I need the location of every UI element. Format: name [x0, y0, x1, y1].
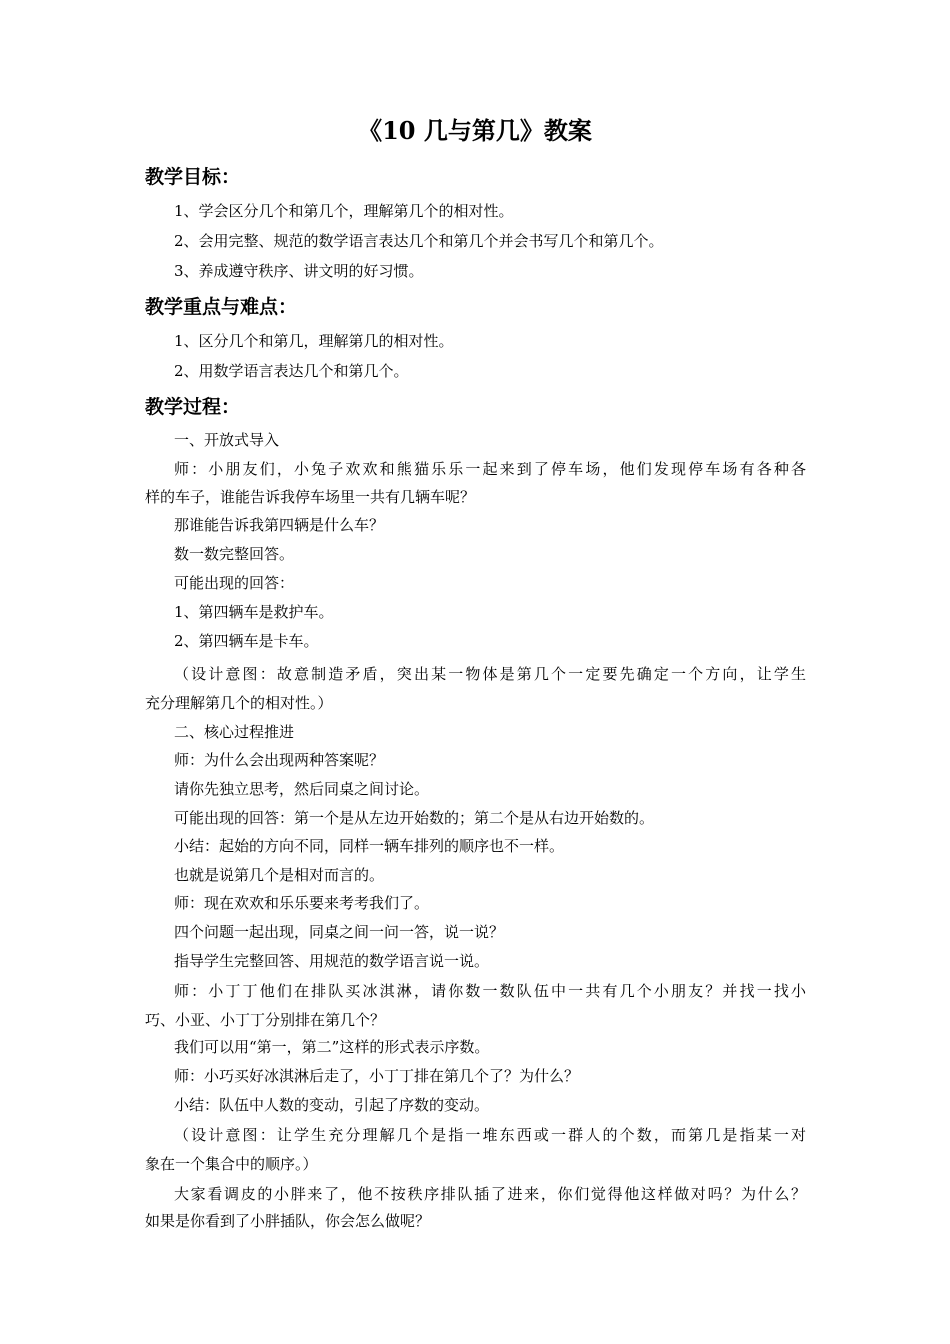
- process-paragraph-line: 可能出现的回答：第一个是从左边开始数的；第二个是从右边开始数的。: [174, 809, 655, 827]
- process-paragraph-line: 师：小丁丁他们在排队买冰淇淋，请你数一数队伍中一共有几个小朋友？并找一找小: [174, 982, 806, 1000]
- process-paragraph-line: 师：现在欢欢和乐乐要来考考我们了。: [174, 894, 430, 912]
- process-paragraph-line: 师：为什么会出现两种答案呢？: [174, 751, 385, 769]
- document-title: 《10 几与第几》教案: [358, 116, 592, 145]
- goal-item: 3、养成遵守秩序、讲文明的好习惯。: [174, 262, 424, 280]
- process-paragraph-line: 大家看调皮的小胖来了，他不按秩序排队插了进来，你们觉得他这样做对吗？为什么？: [174, 1185, 806, 1203]
- process-paragraph-line: 充分理解第几个的相对性。）: [145, 694, 333, 712]
- process-paragraph-line: 小结：起始的方向不同，同样一辆车排列的顺序也不一样。: [174, 837, 565, 855]
- process-paragraph-line: 1、第四辆车是救护车。: [174, 603, 334, 621]
- section-heading-goals: 教学目标：: [145, 166, 241, 188]
- focus-item: 1、区分几个和第几，理解第几的相对性。: [174, 332, 454, 350]
- process-paragraph-line: 一、开放式导入: [174, 431, 280, 449]
- section-heading-focus: 教学重点与难点：: [145, 296, 298, 318]
- process-paragraph-line: 2、第四辆车是卡车。: [174, 632, 319, 650]
- process-paragraph-line: 样的车子，谁能告诉我停车场里一共有几辆车呢？: [145, 488, 476, 506]
- process-paragraph-line: （设计意图：故意制造矛盾，突出某一物体是第几个一定要先确定一个方向，让学生: [174, 665, 806, 683]
- section-heading-process: 教学过程：: [145, 396, 241, 418]
- process-paragraph-line: 那谁能告诉我第四辆是什么车？: [174, 516, 385, 534]
- process-paragraph-line: 数一数完整回答。: [174, 545, 295, 563]
- process-paragraph-line: 请你先独立思考，然后同桌之间讨论。: [174, 780, 430, 798]
- process-paragraph-line: 指导学生完整回答、用规范的数学语言说一说。: [174, 952, 490, 970]
- process-paragraph-line: （设计意图：让学生充分理解几个是指一堆东西或一群人的个数，而第几是指某一对: [174, 1126, 806, 1144]
- process-paragraph-line: 四个问题一起出现，同桌之间一问一答，说一说？: [174, 923, 505, 941]
- process-paragraph-line: 小结：队伍中人数的变动，引起了序数的变动。: [174, 1096, 490, 1114]
- goal-item: 1、学会区分几个和第几个，理解第几个的相对性。: [174, 202, 514, 220]
- goal-item: 2、会用完整、规范的数学语言表达几个和第几个并会书写几个和第几个。: [174, 232, 664, 250]
- focus-item: 2、用数学语言表达几个和第几个。: [174, 362, 409, 380]
- process-paragraph-line: 二、核心过程推进: [174, 723, 295, 741]
- process-paragraph-line: 象在一个集合中的顺序。）: [145, 1155, 318, 1173]
- process-paragraph-line: 如果是你看到了小胖插队，你会怎么做呢？: [145, 1212, 431, 1230]
- process-paragraph-line: 也就是说第几个是相对而言的。: [174, 866, 385, 884]
- process-paragraph-line: 师：小朋友们，小兔子欢欢和熊猫乐乐一起来到了停车场，他们发现停车场有各种各: [174, 460, 806, 478]
- process-paragraph-line: 可能出现的回答：: [174, 574, 295, 592]
- process-paragraph-line: 师：小巧买好冰淇淋后走了，小丁丁排在第几个了？为什么？: [174, 1067, 580, 1085]
- process-paragraph-line: 我们可以用“第一，第二”这样的形式表示序数。: [174, 1038, 490, 1056]
- process-paragraph-line: 巧、小亚、小丁丁分别排在第几个？: [145, 1011, 386, 1029]
